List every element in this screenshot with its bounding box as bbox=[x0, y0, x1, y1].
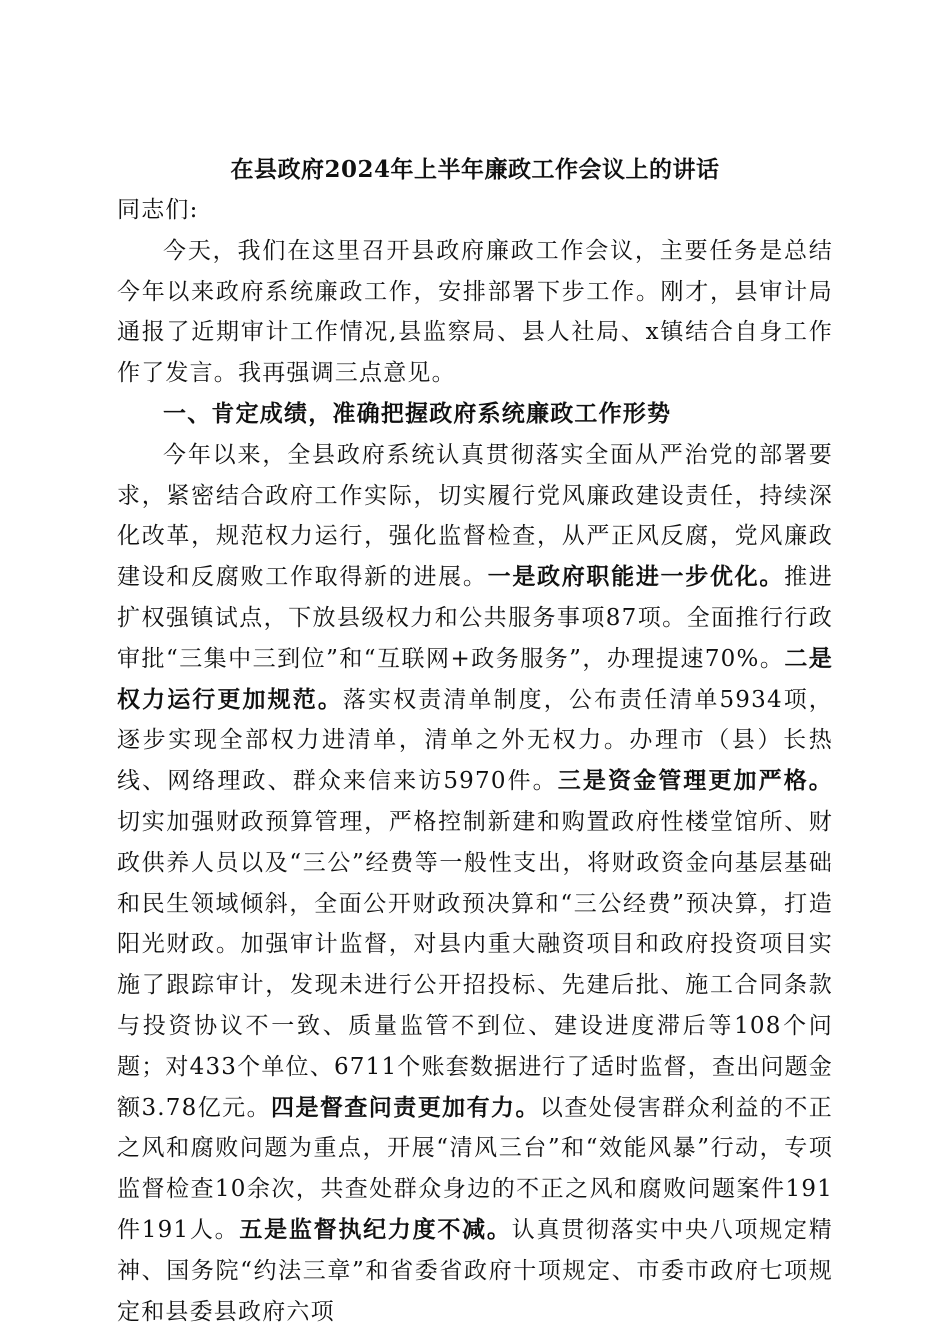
paragraph-text-5: 认真贯彻落实中央八项规定精神、国务院“约法三章”和省委省政府十项规定、市委市政府七项规定和县委县政府六项 bbox=[117, 1216, 833, 1325]
paragraph-lead: 今年以来，全县政府系统认真贯彻落实全面从严治党的部署要求，紧密结合政府工作实际，切实履行党风廉政建设责任，持续深化改革，规范权力运行，强化监督检查，从严正风反腐，党风廉政建设和反腐败工作取得新的进展。 bbox=[117, 441, 833, 591]
highlight-3: 三是资金管理更加严格。 bbox=[557, 767, 834, 795]
paragraph-text-4: 以查处侵害群众利益的不正之风和腐败问题为重点，开展“清风三台”和“效能风暴”行动，专项监督检查10余次，共查处群众身边的不正之风和腐败问题案件191件191人。 bbox=[117, 1094, 834, 1243]
highlight-2: 二是权力运行更加规范。 bbox=[117, 644, 833, 713]
highlight-4: 四是督查问责更加有力。 bbox=[271, 1093, 540, 1121]
paragraph-text-1: 推进扩权强镇试点，下放县级权力和公共服务事项87项。全面推行行政审批“三集中三到位”和“互联网+政务服务”，办理提速70%。 bbox=[117, 564, 834, 672]
document-body bbox=[117, 190, 833, 1332]
document-title: 在县政府2024年上半年廉政工作会议上的讲话 bbox=[230, 156, 720, 183]
highlight-5: 五是监督执纪力度不减。 bbox=[239, 1215, 512, 1243]
paragraph-achievements bbox=[117, 435, 833, 1333]
paragraph-text-2: 落实权责清单制度，公布责任清单5934项，逐步实现全部权力进清单，清单之外无权力。办理市（县）长热线、网络理政、群众来信来访5970件。 bbox=[117, 686, 833, 795]
intro-paragraph: 今天，我们在这里召开县政府廉政工作会议，主要任务是总结今年以来政府系统廉政工作，安排部署下步工作。刚才，县审计局通报了近期审计工作情况,县监察局、县人社局、x镇结合自身工作作了发言。我再强调三点意见。 bbox=[117, 237, 833, 387]
paragraph-text-3: 切实加强财政预算管理，严格控制新建和购置政府性楼堂馆所、财政供养人员以及“三公”经费等一般性支出，将财政资金向基层基础和民生领域倾斜，全面公开财政预决算和“三公经费”预决算，打造阳光财政。加强审计监督，对县内重大融资项目和政府投资项目实施了跟踪审计，发现未进行公开招投标、先建后批、施工合同条款与投资协议不一致、质量监管不到位、建设进度滞后等108个问题；对433个单位、6711个账套数据进行了适时监督，查出问题金额3.78亿元。 bbox=[117, 808, 833, 1121]
salutation: 同志们: bbox=[117, 197, 199, 223]
section-heading-1: 一、肯定成绩，准确把握政府系统廉政工作形势 bbox=[163, 399, 672, 427]
highlight-1: 一是政府职能进一步优化。 bbox=[487, 563, 785, 591]
